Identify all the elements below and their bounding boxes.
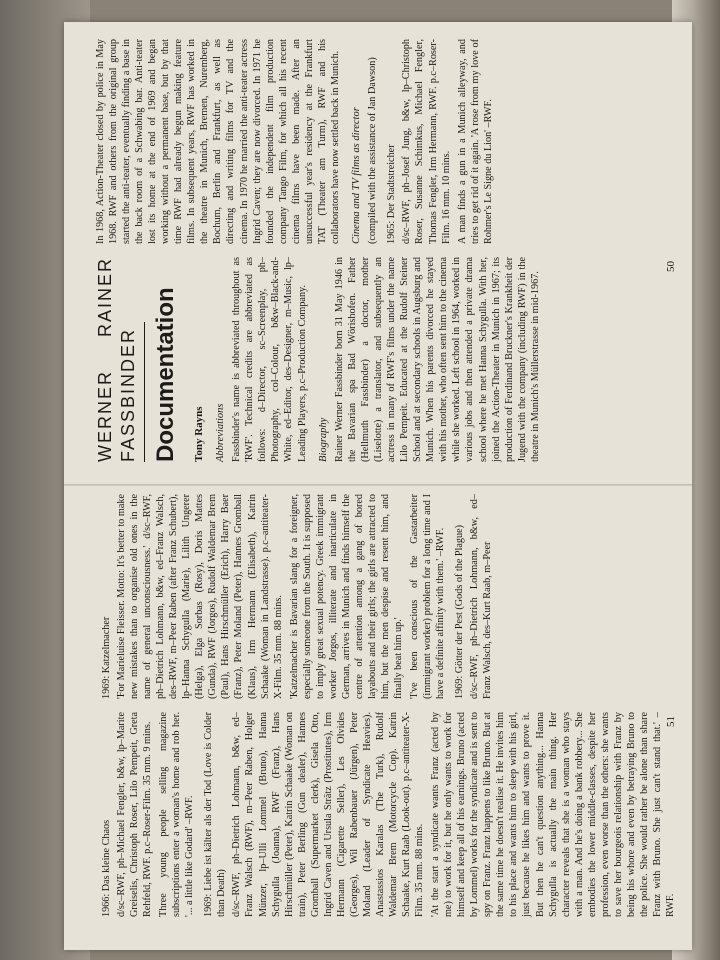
title-rule (144, 322, 145, 462)
film-entry-heading: 1965: Der Stadtstreicher (386, 144, 398, 244)
film-entry-text: 'Katzelmacher is Bavarian slang for a foreigner, especially someone from the South. It is supposed to imply great sexual potency. Greek immigrant worker Jorgos, illiterate and inarticulate in German, arrives in Munich and finds himself the centre of attention among a gang of bored layabouts and their girls; the girls are attracted to him, but the men despise and resent him, and finally beat him up.' (288, 494, 405, 699)
biography-paragraph-2: In 1968, Action-Theater closed by police in May 1968. RWF and others from the original group started the anti-teater, eventually finding a base in the back room of a Schwabing bar. Anti-teater lost its home at the end of 1969 and began working without a permanent base, but by that time RWF had already begun making feature films. In subsequent years, RWF has worked in the theatre in Munich, Bremen, Nuremberg, Bochum, Berlin and Frankfurt, as well as directing and writing films for TV and the cinema. In 1970 he married the anti-teater actress Ingrid Caven; they are now divorced. In 1971 he founded the independent film production company Tango Film, for which all his recent cinema films have been made. After an unsuccessful year's residency at the Frankfurt TAT (Theater am Turm), RWF and his collaborators have now settled back in Munich. (95, 39, 341, 244)
page-51 (84, 487, 684, 927)
films-heading: Cinema and TV films as director (350, 107, 362, 244)
page-51-left-column (94, 712, 680, 917)
film-entry-heading: 1966: Das kleine Chaos (101, 819, 112, 917)
film-entry-credits: d/sc–RWF, ph–Dietrich Lohmann, b&w, ed–Franz Walsch, des–Kurt Raab, m–Peer (469, 494, 494, 699)
film-entry-heading: 1969: Liebe ist kälter als der Tod (Love is Colder than Death) (203, 712, 228, 917)
biography-heading: Biography (317, 417, 329, 462)
book-gutter (64, 484, 692, 486)
film-entry-credits: d/sc–RWF, ph–Dietrich Lohmann, b&w, ed–Franz Walsch (RWF), m–Peer Raben, Holger Münzer, lp–Ulli Lommel (Bruno), Hanna Schygulla (Joanna), RWF (Franz), Hans Hirschmüller (Peter), Katrin Schaake (Woman on train), Peter Berling (Gun dealer), Hannes Gromball (Supermarket clerk), Gisela Otto, Ingrid Caven and Ursula Strätz (Prostitutes), Irm Hermann (Cigarette Seller), Les Olvides (Georges), Wil Rabenbauer (Jürgen), Peter Moland (Leader of Syndicate Heavies). Anastassios Karalas (The Turk), Rudolf Waldemar Brem (Motorcycle Cop). Katrin Schaake, Kurt Raab (Look-out). p.c–antiteater-X-Film. 35 mm. 88 mins. (231, 712, 426, 917)
page-50 (84, 32, 684, 472)
film-entry-heading: 1969: Katzelmacher (101, 616, 112, 699)
page-50-left-column (94, 257, 545, 462)
films-note: (compiled with the assistance of Jan Dawson) (367, 57, 379, 244)
film-entry-quote: 'I've been conscious of the Gastarbeiter (immigrant worker) problem for a long time and I have a definite affinity with them.' –RWF. (409, 494, 447, 699)
page-51-right-column (94, 494, 497, 699)
film-entry-credits: d/sc–RWF, ph–Michael Fengler, b&w, lp–Marite Greiselis, Christoph Roser, Lilo Pempeit, Greta Rehfeld, RWF. p.c–Roser-Film. 35 mm. 9 mins. (116, 712, 154, 917)
film-entry-heading: 1969: Götter der Pest (Gods of the Plague) (454, 524, 466, 699)
running-title: WERNER RAINER FASSBINDER (95, 257, 139, 462)
page-title: Documentation (152, 287, 180, 462)
page-50-right-column (94, 39, 498, 244)
biography-paragraph-1: Rainer Werner Fassbinder born 31 May 1946 in the Bavarian spa Bad Wörishofen. Father (Hellmuth Fassbinder) a doctor, mother (Liselotte) a translator, and subsequently an actress in many of RWF's films under the name Lilo Pempeit. Educated at the Rudolf Steiner School and at secondary schools in Augsburg and Munich. When his parents divorced he stayed with his mother, who often sent him to the cinema while she worked. Left school in 1964, worked in various jobs and then attended a private drama school where he met Hanna Schygulla. With her, joined the Action-Theater in Munich in 1967; its production of Ferdinand Bruckner's Krankheit der Jugend with the company (including RWF) in the theatre in Munich's Müllerstrasse in mid-1967. (334, 257, 541, 462)
film-entry-text: A man finds a gun in a Munich alleyway, and tries to get rid of it again. 'A rose from my love of Rohmer's Le Signe du Lion' –RWF. (456, 39, 494, 244)
film-entry-text: Three young people selling magazine subscriptions enter a woman's home and rob her. '... a little like Godard' –RWF. (158, 712, 196, 917)
page-number: 51 (664, 716, 677, 727)
author-byline: Tony Rayns (192, 406, 205, 462)
abbreviations-heading: Abbreviations (214, 403, 226, 462)
page-number: 50 (664, 261, 677, 272)
open-book (64, 22, 692, 950)
film-entry-credits: 'For Marieluise Fleisser. Motto: It's better to make new mistakes than to organise old ones in the name of general unconsciousness.' d/sc–RWF, ph–Dietrich Lohmann, b&w, ed–Franz Walsch, des–RWF, m–Peer Raben (after Franz Schubert), lp–Hanna Schygulla (Marie), Lilith Ungerer (Helga), Elga Sorbas (Rosy), Doris Mattes (Gunda), RWF (Jorgos), Rudolf Waldemar Brem (Paul), Hans Hirschmüller (Erich), Harry Baer (Franz), Peter Moland (Peter), Hannes Gromball (Klaus), Irm Hermann (Elisabeth), Katrin Schaake (Woman in Landstrasse). p.c–antiteater-X-Film. 35 mm. 88 mins. (116, 494, 284, 699)
film-entry-text: 'At the start a syndicate wants Franz (acted by me) to work for it, but he only wants to work for himself and keep all of his earnings. Bruno (acted by Lommel) works for the syndicate and is sent to spy on Franz. Franz happens to like Bruno. But at the same time he doesn't realise it. He invites him to his place and wants him to sleep with his girl, just because he likes him and wants to prove it. But then he can't question anything... Hanna Schygulla is actually the main thing. Her character reveals that she is a woman who stays with a man. And he's doing a bank robbery... She embodies the lower middle-classes, despite her profession, even worse than the others: she wants to save her bourgeois relationship with Franz by being his whore and even by betraying Bruno to the police. She would rather be alone than share Franz with Bruno. She just can't stand that.' –RWF. (430, 712, 676, 917)
abbreviations-text: Fassbinder's name is abbreviated throughout as 'RWF'. Technical credits are abbreviated as follows: d–Director, sc–Screenplay, ph–Photography, col–Colour, b&w–Black-and-White, ed–Editor, des–Designer, m–Music, lp–Leading Players, p.c–Production Company. (231, 257, 308, 462)
film-entry-credits: d/sc–RWF, ph–Josef Jung, b&w, lp–Christoph Roser, Susanne Schimkus, Michael Fengler, Thomas Fengler, Irm Hermann, RWF. p.c–Roser-Film. 16 mm. 10 mins. (401, 39, 452, 244)
